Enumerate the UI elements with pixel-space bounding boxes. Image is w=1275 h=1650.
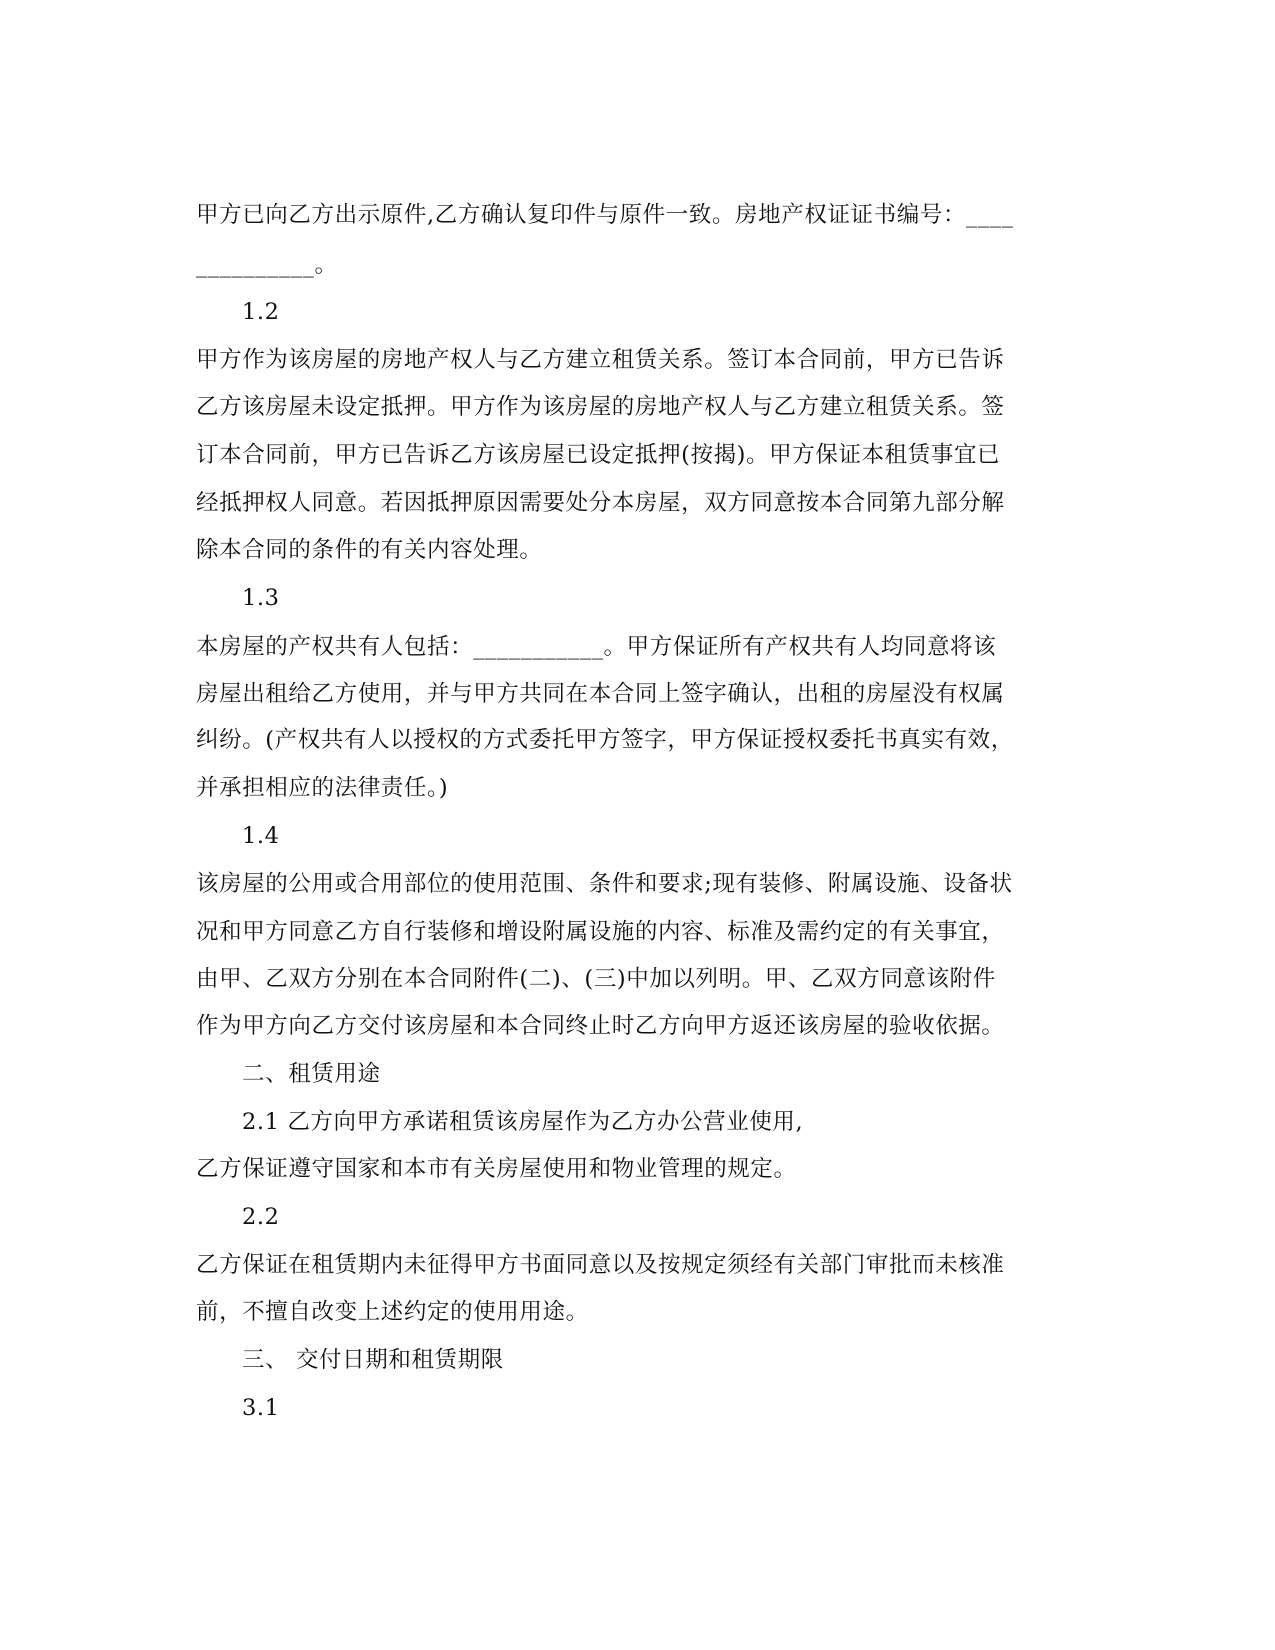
paragraph-line: 该房屋的公用或合用部位的使用范围、条件和要求;现有装修、附属设施、设备状 <box>196 871 1013 897</box>
paragraph-line: 甲方已向乙方出示原件,乙方确认复印件与原件一致。房地产权证证书编号：____ <box>196 202 1014 228</box>
section-number: 1.3 <box>242 585 280 611</box>
section-number: 3.1 <box>242 1395 280 1421</box>
paragraph-line: 经抵押权人同意。若因抵押原因需要处分本房屋，双方同意按本合同第九部分解 <box>196 490 1005 516</box>
paragraph-line: __________。 <box>196 252 338 278</box>
paragraph-line: 订本合同前，甲方已告诉乙方该房屋已设定抵押(按揭)。甲方保证本租赁事宜已 <box>196 442 1001 468</box>
paragraph-line: 甲方作为该房屋的房地产权人与乙方建立租赁关系。签订本合同前，甲方已告诉 <box>196 347 1005 373</box>
paragraph-line: 前，不擅自改变上述约定的使用用途。 <box>196 1299 589 1325</box>
paragraph-line: 乙方保证遵守国家和本市有关房屋使用和物业管理的规定。 <box>196 1156 797 1182</box>
paragraph-line: 况和甲方同意乙方自行装修和增设附属设施的内容、标准及需约定的有关事宜， <box>196 919 1005 945</box>
paragraph-line: 由甲、乙双方分别在本合同附件(二)、(三)中加以列明。甲、乙双方同意该附件 <box>196 966 996 992</box>
paragraph-line: 并承担相应的法律责任。) <box>196 775 449 801</box>
section-heading: 二、租赁用途 <box>242 1061 381 1087</box>
section-number: 1.4 <box>242 823 280 849</box>
section-number: 1.2 <box>242 299 280 325</box>
paragraph-line: 乙方该房屋未设定抵押。甲方作为该房屋的房地产权人与乙方建立租赁关系。签 <box>196 394 1005 420</box>
paragraph-line: 作为甲方向乙方交付该房屋和本合同终止时乙方向甲方返还该房屋的验收依据。 <box>196 1013 1005 1039</box>
paragraph-line: 纠纷。(产权共有人以授权的方式委托甲方签字，甲方保证授权委托书真实有效， <box>196 727 1014 753</box>
paragraph-line: 除本合同的条件的有关内容处理。 <box>196 537 543 563</box>
paragraph-line: 本房屋的产权共有人包括：___________。甲方保证所有产权共有人均同意将该 <box>196 634 997 660</box>
section-heading: 三、 交付日期和租赁期限 <box>242 1347 504 1373</box>
paragraph-line: 乙方保证在租赁期内未征得甲方书面同意以及按规定须经有关部门审批而未核准 <box>196 1252 1005 1278</box>
section-number: 2.2 <box>242 1204 280 1230</box>
section-line: 2.1 乙方向甲方承诺租赁该房屋作为乙方办公营业使用, <box>242 1109 804 1135</box>
paragraph-line: 房屋出租给乙方使用，并与甲方共同在本合同上签字确认，出租的房屋没有权属 <box>196 681 1005 707</box>
